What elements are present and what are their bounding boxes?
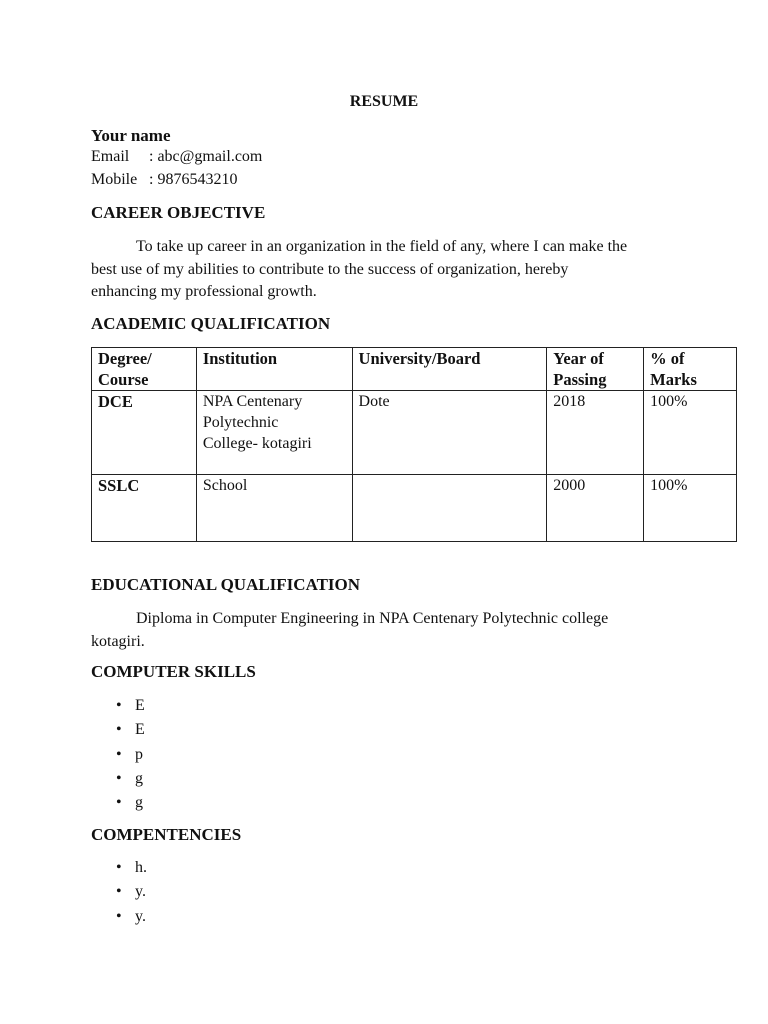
header-year-of-passing: Year of Passing <box>547 348 644 391</box>
career-objective-text <box>91 236 691 304</box>
cell-year: 2000 <box>547 475 644 542</box>
academic-qualification-table <box>91 347 737 542</box>
educational-qualification-heading: EDUCATIONAL QUALIFICATION <box>91 575 361 594</box>
list-item: • E <box>91 718 145 742</box>
email-value: : abc@gmail.com <box>149 148 263 165</box>
bullet-icon: • <box>116 721 122 739</box>
cell-degree: SSLC <box>92 475 197 542</box>
mobile-label: Mobile <box>91 171 138 188</box>
bullet-icon: • <box>116 769 122 787</box>
competencies-list <box>91 856 147 929</box>
bullet-icon: • <box>116 745 122 763</box>
cell-marks: 100% <box>644 391 737 475</box>
list-item: • E <box>91 694 145 718</box>
header-degree-course: Degree/ Course <box>92 348 197 391</box>
mobile-line <box>91 171 237 189</box>
cell-board <box>352 475 547 542</box>
career-objective-line: enhancing my professional growth. <box>91 283 317 300</box>
bullet-icon: • <box>116 697 122 714</box>
table-row <box>92 475 737 542</box>
email-label: Email <box>91 148 130 165</box>
cell-year: 2018 <box>547 391 644 475</box>
career-objective-heading: CAREER OBJECTIVE <box>91 203 266 222</box>
computer-skills-heading: COMPUTER SKILLS <box>91 662 256 681</box>
list-item: • y. <box>91 905 147 929</box>
list-item: • g <box>91 767 145 791</box>
educational-line: Diploma in Computer Engineering in NPA Centenary Polytechnic college <box>136 610 609 627</box>
cell-institution: NPA Centenary Polytechnic College- kotagiri <box>196 391 352 475</box>
table-row <box>92 391 737 475</box>
bullet-icon: • <box>116 859 122 876</box>
career-objective-line: best use of my abilities to contribute to the success of organization, hereby <box>91 260 569 278</box>
cell-degree: DCE <box>92 391 197 475</box>
bullet-icon: • <box>116 794 122 812</box>
header-percent-marks: % of Marks <box>644 348 737 391</box>
bullet-icon: • <box>116 883 122 901</box>
candidate-name: Your name <box>91 126 171 145</box>
list-item: • p <box>91 743 145 767</box>
bullet-icon: • <box>116 907 122 925</box>
cell-marks: 100% <box>644 475 737 542</box>
list-item: • g <box>91 791 145 815</box>
academic-qualification-heading: ACADEMIC QUALIFICATION <box>91 314 331 333</box>
list-item: • y. <box>91 880 147 904</box>
mobile-value: : 9876543210 <box>149 171 238 188</box>
header-institution: Institution <box>196 348 352 391</box>
cell-board: Dote <box>352 391 547 475</box>
list-item: • h. <box>91 856 147 880</box>
header-university-board: University/Board <box>352 348 547 391</box>
computer-skills-list <box>91 694 145 815</box>
competencies-heading: COMPENTENCIES <box>91 825 242 844</box>
document-title: RESUME <box>349 93 419 110</box>
educational-qualification-text <box>91 608 691 653</box>
email-line <box>91 148 262 166</box>
career-objective-line: To take up career in an organization in the field of any, where I can make the <box>136 238 628 255</box>
educational-line: kotagiri. <box>91 632 145 650</box>
cell-institution: School <box>196 475 352 542</box>
table-header-row <box>92 348 737 391</box>
